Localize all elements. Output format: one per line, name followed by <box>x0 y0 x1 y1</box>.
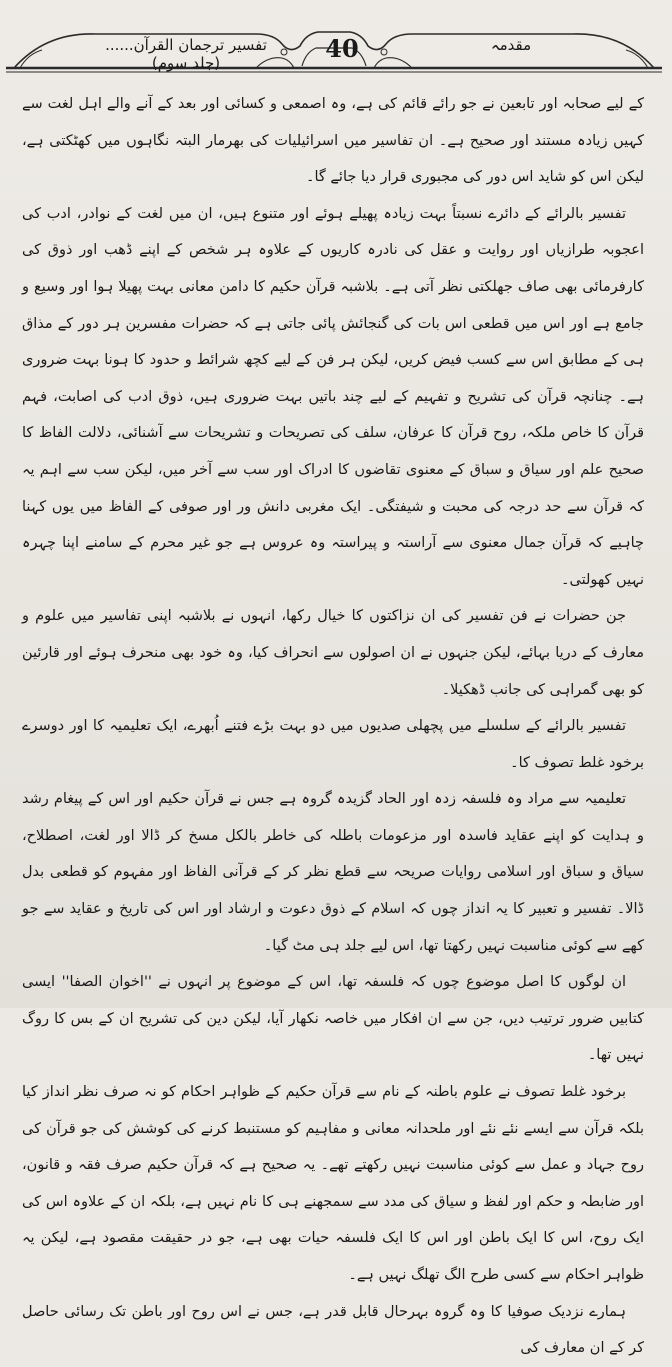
paragraph: تفسیر بالرائے کے سلسلے میں پچھلی صدیوں میں دو بہت بڑے فتنے اُبھرے، ایک تعلیمیہ کا اور دوسرے برخود غلط تصوف کا۔ <box>22 718 644 771</box>
paragraph: برخود غلط تصوف نے علوم باطنہ کے نام سے قرآن حکیم کے ظواہر احکام کو نہ صرف نظر انداز کیا بلکہ قرآن سے ایسے نئے نئے اور ملحدانہ معانی و مفاہیم کو مستنبط کرنے کی کوشش کی جو قرآن کی روح جہاد و عمل سے کوئی مناسبت نہیں رکھتے تھے۔ یہ صحیح ہے کہ قرآن حکیم صرف فقہ و قانون، اور ضابطہ و حکم اور لفظ و سیاق کی مدد سے سمجھنے ہی کا نام نہیں ہے، بلکہ ان کے علاوہ اس کی ایک روح، اس کا ایک باطن اور اس کا ایک فلسفہ حیات بھی ہے، جو در حقیقت مقصود ہے، لیکن یہ ظواہر احکام سے کسی طرح الگ تھلگ نہیں ہے۔ <box>22 1084 644 1283</box>
running-head <box>6 28 662 76</box>
paragraph: تفسیر بالرائے کے دائرے نسبتاً بہت زیادہ پھیلے ہوئے اور متنوع ہیں، ان میں لغت کے نوادر، ادب کی اعجوبہ طرازیاں اور روایت و عقل کی نادرہ کاریوں کے علاوہ ہر شخص کے اپنے ڈھب اور ذوق کی کارفرمائی بھی صاف جھلکتی نظر آتی ہے۔ بلاشبہ قرآن حکیم کا دامن معانی بہت پھیلا ہوا اور وسیع و جامع ہے اور اس میں قطعی اس بات کی گنجائش پائی جاتی ہے کہ حضرات مفسرین ہر دور کے مذاق ہی کے مطابق اس سے کسب فیض کریں، لیکن ہر فن کے لیے کچھ شرائط و حدود کا ہونا بہت ضروری ہے۔ چنانچہ قرآن کی تشریح و تفہیم کے لیے چند باتیں بہت ضروری ہیں، ذوق ادب کی اصابت، فہم قرآن کا خاص ملکہ، روح قرآن کا عرفان، سلف کی تصریحات و تشریحات سے آشنائی، دلالت الفاظ کا صحیح علم اور سیاق و سباق کے معنوی تقاضوں کا ادراک اور سب سے آخر میں، لیکن سب سے اہم یہ کہ قرآن سے حد درجہ کی محبت و شیفتگی۔ ایک مغربی دانش ور اور صوفی کے الفاظ میں یوں کہنا چاہیے کہ قرآن جمال معنوی سے آراستہ و پیراستہ وہ عروس ہے جو غیر محرم کے سامنے اپنا چہرہ نہیں کھولتی۔ <box>22 205 644 588</box>
paragraph: ہمارے نزدیک صوفیا کا وہ گروہ بہرحال قابل قدر ہے، جس نے اس روح اور باطن تک رسائی حاصل کر کے ان معارف کی <box>22 1303 644 1357</box>
paragraph: تعلیمیہ سے مراد وہ فلسفہ زدہ اور الحاد گزیدہ گروہ ہے جس نے قرآن حکیم اور اس کے پیغام رشد و ہدایت کو اپنے عقاید فاسدہ اور مزعومات باطلہ کی خاطر بالکل مسخ کر ڈالا اور لغت، اصطلاح، سیاق و سباق اور اسلامی روایات صریحہ سے قطع نظر کر کے قرآنی الفاظ اور مفہوم کو قطعی بدل ڈالا۔ تفسیر و تعبیر کا یہ انداز چوں کہ اسلام کے ذوق دعوت و ارشاد اور اس کی تاریخ و عقاید سے جو کھے سے کوئی مناسبت نہیں رکھتا تھا، اس لیے جلد ہی مٹ گیا۔ <box>22 791 644 954</box>
paragraph: جن حضرات نے فن تفسیر کی ان نزاکتوں کا خیال رکھا، انہوں نے بلاشبہ اپنی تفاسیر میں علوم و معارف کے دریا بہائے، لیکن جنہوں نے ان اصولوں سے انحراف کیا، وہ خود بھی منحرف ہوئے اور قارئین کو بھی گمراہی کی جانب ڈھکیلا۔ <box>22 608 644 698</box>
paragraph: ان لوگوں کا اصل موضوع چوں کہ فلسفہ تھا، اس کے موضوع پر انہوں نے ''اخوان الصفا'' ایسی کتابیں ضرور ترتیب دیں، جن سے ان افکار میں خاصہ نکھار آیا، لیکن دین کی تشریح ان کے بس کا روگ نہیں تھا۔ <box>22 974 644 1064</box>
page-number: 40 <box>325 34 359 63</box>
book-title: تفسیر ترجمان القرآن...... (جلد سوم) <box>105 36 267 72</box>
paragraph: کے لیے صحابہ اور تابعین نے جو رائے قائم کی ہے، وہ اصمعی و کسائی اور بعد کے آنے والے اہل لغت سے کہیں زیادہ مستند اور صحیح ہے۔ ان تفاسیر میں اسرائیلیات کی بھرمار البتہ نگاہوں میں کھٹکتی ہے، لیکن اس کو شاید اس دور کی مجبوری قرار دیا جائے گا۔ <box>22 96 644 186</box>
body-text <box>22 86 644 1367</box>
section-title: مقدمہ <box>490 36 532 54</box>
